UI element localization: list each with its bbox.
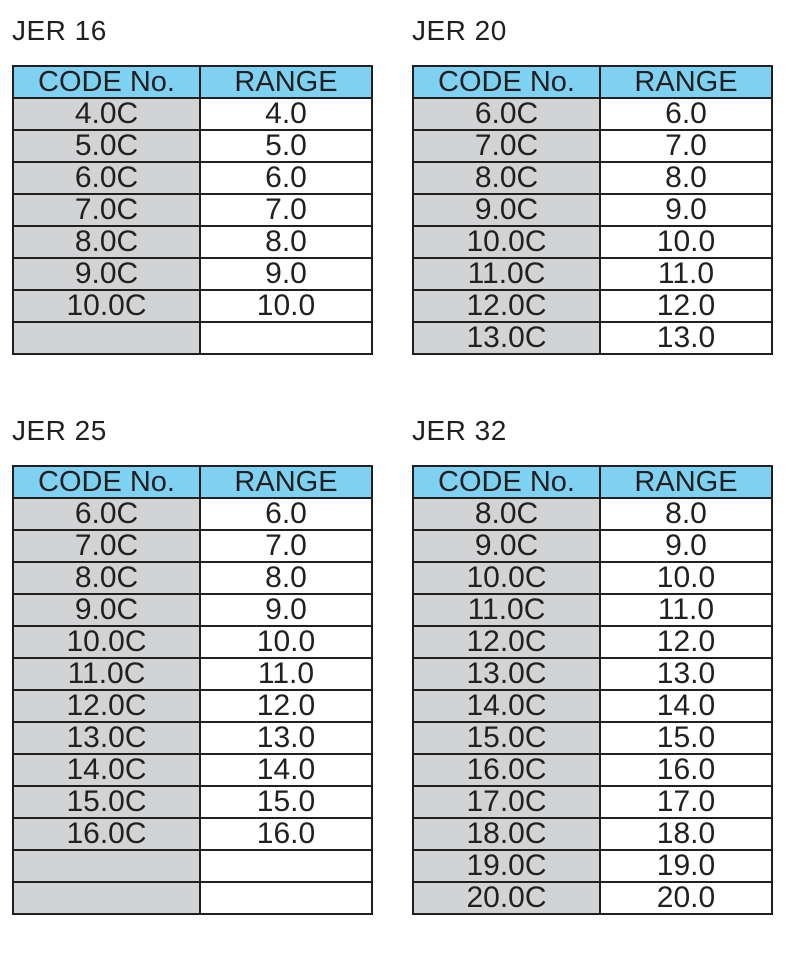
range-cell: 6.0 <box>600 98 772 130</box>
table-row <box>413 290 772 322</box>
table-row <box>13 786 372 818</box>
jer20-table <box>412 65 773 355</box>
range-cell: 11.0 <box>600 594 772 626</box>
table-row <box>413 594 772 626</box>
code-cell: 13.0C <box>13 722 200 754</box>
code-cell: 6.0C <box>13 498 200 530</box>
code-cell: 5.0C <box>13 130 200 162</box>
table-row <box>413 530 772 562</box>
code-cell: 11.0C <box>413 594 600 626</box>
code-cell <box>13 882 200 914</box>
range-cell: 15.0 <box>200 786 372 818</box>
range-cell: 7.0 <box>200 530 372 562</box>
range-cell: 8.0 <box>200 226 372 258</box>
range-cell: 9.0 <box>200 258 372 290</box>
jer25-table <box>12 465 373 915</box>
range-cell: 13.0 <box>200 722 372 754</box>
range-cell: 11.0 <box>600 258 772 290</box>
range-cell: 19.0 <box>600 850 772 882</box>
table-row <box>413 882 772 914</box>
range-cell: 9.0 <box>600 194 772 226</box>
range-header: RANGE <box>600 66 772 98</box>
range-cell: 10.0 <box>200 626 372 658</box>
code-cell: 15.0C <box>413 722 600 754</box>
jer32-title: JER 32 <box>412 415 507 446</box>
code-cell: 11.0C <box>13 658 200 690</box>
table-row <box>413 690 772 722</box>
code-cell: 20.0C <box>413 882 600 914</box>
code-no-header: CODE No. <box>413 466 600 498</box>
code-cell: 12.0C <box>413 290 600 322</box>
table-row <box>13 690 372 722</box>
range-cell: 8.0 <box>600 498 772 530</box>
table-row <box>413 626 772 658</box>
range-cell: 10.0 <box>600 226 772 258</box>
range-cell: 16.0 <box>200 818 372 850</box>
table-row <box>413 322 772 354</box>
range-cell: 15.0 <box>600 722 772 754</box>
table-row <box>413 786 772 818</box>
range-cell: 10.0 <box>600 562 772 594</box>
range-cell: 7.0 <box>600 130 772 162</box>
table-row <box>13 722 372 754</box>
code-no-header: CODE No. <box>413 66 600 98</box>
range-cell: 5.0 <box>200 130 372 162</box>
code-cell: 16.0C <box>13 818 200 850</box>
table-row <box>413 498 772 530</box>
table-row <box>13 162 372 194</box>
range-cell: 13.0 <box>600 322 772 354</box>
code-cell: 6.0C <box>413 98 600 130</box>
table-row <box>413 258 772 290</box>
range-header: RANGE <box>200 466 372 498</box>
code-cell: 9.0C <box>413 530 600 562</box>
table-row <box>413 850 772 882</box>
range-cell: 20.0 <box>600 882 772 914</box>
table-row <box>13 658 372 690</box>
code-cell: 10.0C <box>13 626 200 658</box>
table-row <box>13 754 372 786</box>
code-cell: 10.0C <box>13 290 200 322</box>
code-cell: 7.0C <box>13 194 200 226</box>
table-row <box>13 882 372 914</box>
table-header-row <box>13 466 372 498</box>
range-header: RANGE <box>200 66 372 98</box>
code-cell: 13.0C <box>413 322 600 354</box>
table-header-row <box>413 66 772 98</box>
table-row <box>13 850 372 882</box>
range-cell: 18.0 <box>600 818 772 850</box>
range-cell: 8.0 <box>600 162 772 194</box>
jer16-table <box>12 65 373 355</box>
code-cell: 16.0C <box>413 754 600 786</box>
code-cell: 9.0C <box>13 594 200 626</box>
range-cell: 17.0 <box>600 786 772 818</box>
code-cell: 14.0C <box>413 690 600 722</box>
table-row <box>13 258 372 290</box>
table-row <box>413 162 772 194</box>
jer32-table <box>412 465 773 915</box>
table-row <box>13 98 372 130</box>
range-cell: 11.0 <box>200 658 372 690</box>
code-cell: 14.0C <box>13 754 200 786</box>
code-cell: 4.0C <box>13 98 200 130</box>
range-cell: 12.0 <box>600 626 772 658</box>
table-row <box>413 818 772 850</box>
code-cell: 10.0C <box>413 562 600 594</box>
table-row <box>13 530 372 562</box>
table-row <box>413 194 772 226</box>
code-cell: 10.0C <box>413 226 600 258</box>
range-cell: 14.0 <box>600 690 772 722</box>
range-cell: 7.0 <box>200 194 372 226</box>
code-cell: 8.0C <box>413 162 600 194</box>
range-cell: 4.0 <box>200 98 372 130</box>
range-cell <box>200 882 372 914</box>
table-row <box>413 722 772 754</box>
table-row <box>13 562 372 594</box>
code-cell: 8.0C <box>13 226 200 258</box>
range-cell: 13.0 <box>600 658 772 690</box>
table-row <box>13 194 372 226</box>
table-row <box>413 562 772 594</box>
table-row <box>13 498 372 530</box>
table-row <box>13 818 372 850</box>
code-cell: 13.0C <box>413 658 600 690</box>
table-row <box>13 322 372 354</box>
code-cell: 9.0C <box>13 258 200 290</box>
code-cell: 6.0C <box>13 162 200 194</box>
range-cell: 9.0 <box>200 594 372 626</box>
range-cell: 9.0 <box>600 530 772 562</box>
jer16-title: JER 16 <box>12 15 107 46</box>
code-no-header: CODE No. <box>13 66 200 98</box>
table-row <box>13 594 372 626</box>
table-header-row <box>413 466 772 498</box>
table-header-row <box>13 66 372 98</box>
table-row <box>13 290 372 322</box>
table-row <box>13 626 372 658</box>
jer20-title: JER 20 <box>412 15 507 46</box>
code-cell: 7.0C <box>13 530 200 562</box>
code-cell: 12.0C <box>13 690 200 722</box>
code-cell <box>13 322 200 354</box>
range-cell <box>200 322 372 354</box>
range-cell: 12.0 <box>600 290 772 322</box>
code-cell: 18.0C <box>413 818 600 850</box>
code-cell: 19.0C <box>413 850 600 882</box>
code-cell: 8.0C <box>13 562 200 594</box>
table-row <box>13 226 372 258</box>
table-row <box>13 130 372 162</box>
table-row <box>413 754 772 786</box>
range-cell: 14.0 <box>200 754 372 786</box>
code-cell <box>13 850 200 882</box>
table-row <box>413 130 772 162</box>
range-header: RANGE <box>600 466 772 498</box>
range-cell: 16.0 <box>600 754 772 786</box>
range-cell: 6.0 <box>200 498 372 530</box>
range-cell: 8.0 <box>200 562 372 594</box>
code-cell: 8.0C <box>413 498 600 530</box>
code-cell: 9.0C <box>413 194 600 226</box>
table-row <box>413 226 772 258</box>
range-cell: 10.0 <box>200 290 372 322</box>
code-cell: 7.0C <box>413 130 600 162</box>
code-no-header: CODE No. <box>13 466 200 498</box>
range-cell: 6.0 <box>200 162 372 194</box>
jer25-title: JER 25 <box>12 415 107 446</box>
code-cell: 15.0C <box>13 786 200 818</box>
code-cell: 12.0C <box>413 626 600 658</box>
table-row <box>413 658 772 690</box>
code-cell: 17.0C <box>413 786 600 818</box>
range-cell <box>200 850 372 882</box>
table-row <box>413 98 772 130</box>
code-cell: 11.0C <box>413 258 600 290</box>
range-cell: 12.0 <box>200 690 372 722</box>
